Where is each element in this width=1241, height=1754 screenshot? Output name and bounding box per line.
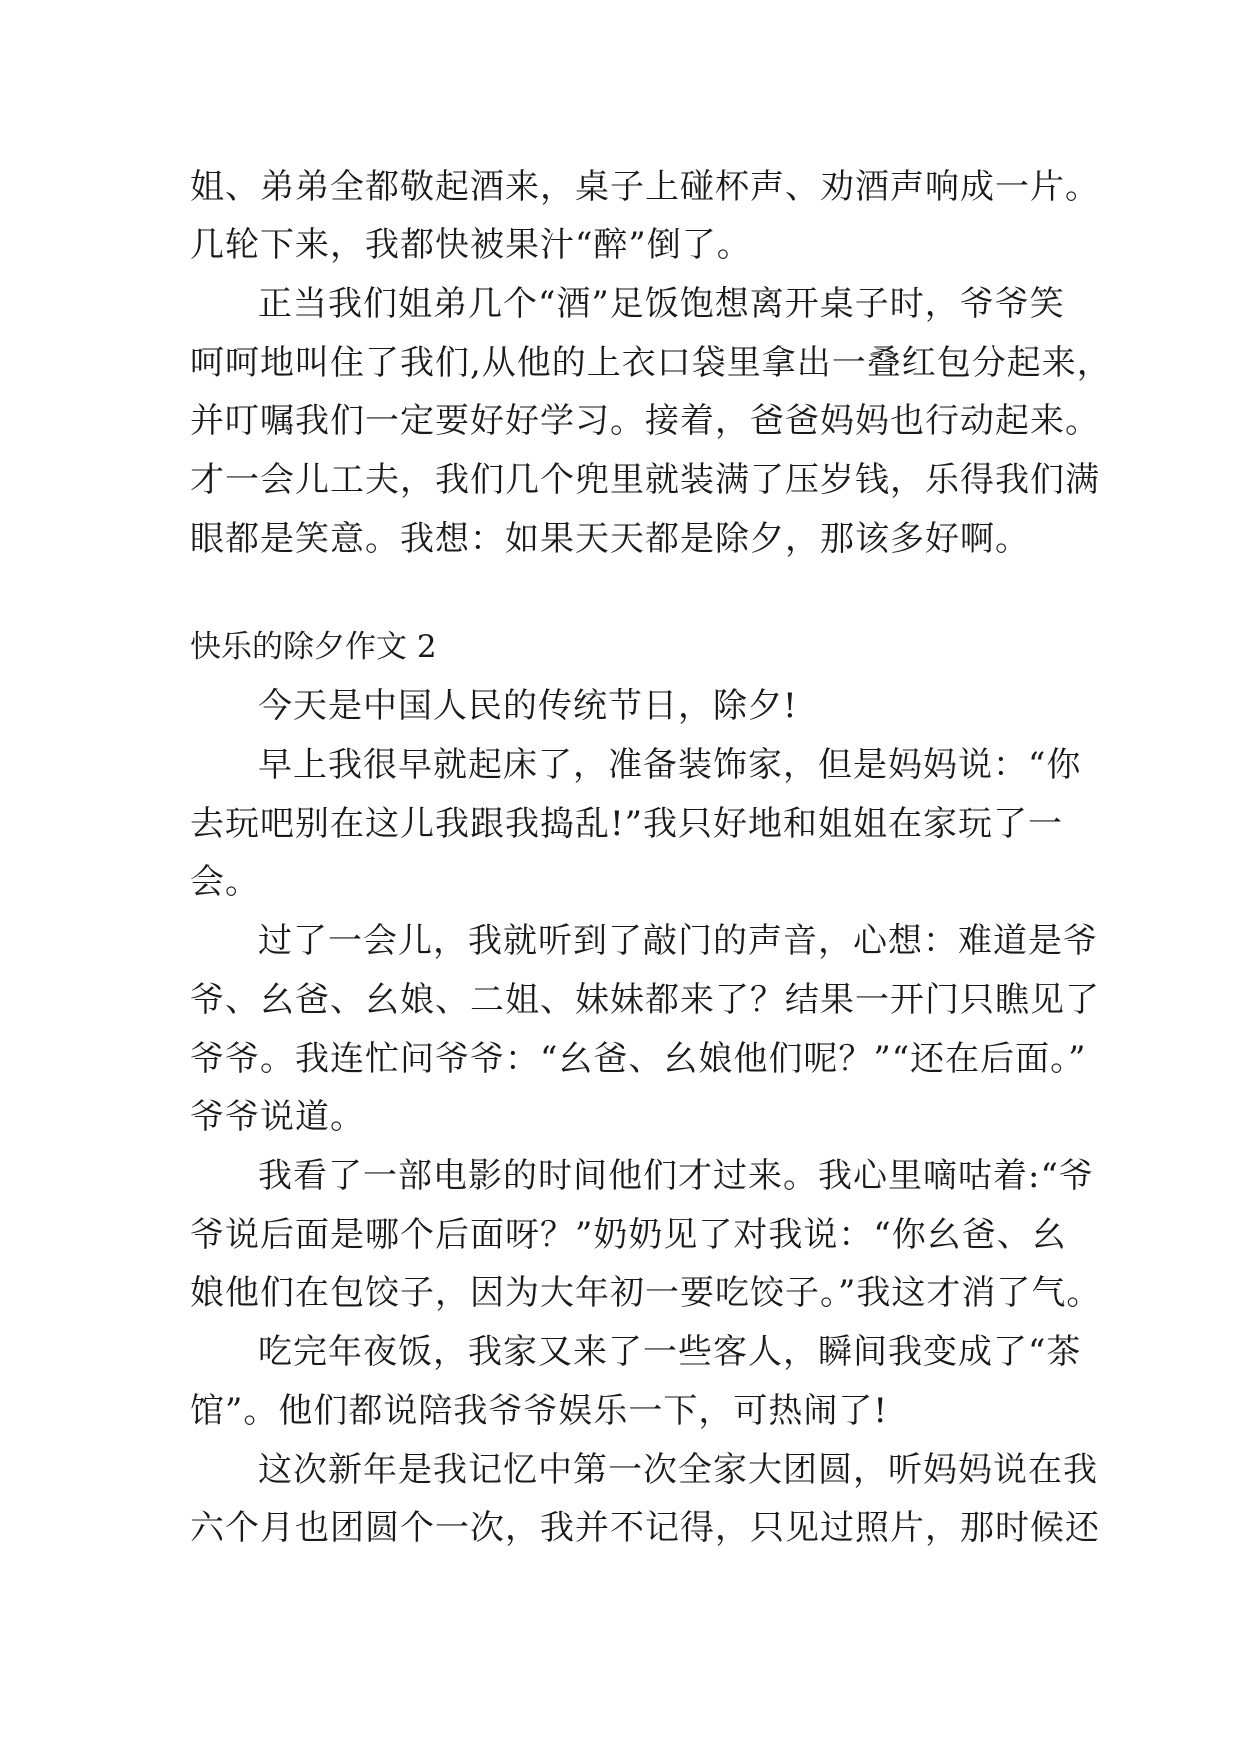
- paragraph-line: 几轮下来，我都快被果汁“醉”倒了。: [190, 225, 752, 265]
- paragraph-line: 爷说后面是哪个后面呀？”奶奶见了对我说：“你幺爸、幺: [190, 1215, 1067, 1255]
- paragraph-line: 吃完年夜饭，我家又来了一些客人，瞬间我变成了“茶: [258, 1332, 1082, 1372]
- paragraph-line: 呵呵地叫住了我们,从他的上衣口袋里拿出一叠红包分起来，: [190, 343, 1112, 383]
- section-title: 快乐的除夕作文 2: [190, 629, 437, 665]
- paragraph-line: 正当我们姐弟几个“酒”足饭饱想离开桌子时，爷爷笑: [258, 284, 1065, 324]
- paragraph-line: 娘他们在包饺子，因为大年初一要吃饺子。”我这才消了气。: [190, 1273, 1102, 1313]
- paragraph-line: 眼都是笑意。我想：如果天天都是除夕，那该多好啊。: [190, 519, 1030, 559]
- paragraph-line: 过了一会儿，我就听到了敲门的声音，心想：难道是爷: [258, 921, 1098, 961]
- paragraph-line: 我看了一部电影的时间他们才过来。我心里嘀咕着:“爷: [258, 1156, 1094, 1196]
- paragraph-line: 会。: [190, 862, 260, 902]
- paragraph-line: 并叮嘱我们一定要好好学习。接着，爸爸妈妈也行动起来。: [190, 401, 1100, 441]
- paragraph-line: 才一会儿工夫，我们几个兜里就装满了压岁钱，乐得我们满: [190, 460, 1100, 500]
- paragraph-line: 去玩吧别在这儿我跟我捣乱!”我只好地和姐姐在家玩了一: [190, 804, 1064, 844]
- paragraph-line: 馆”。他们都说陪我爷爷娱乐一下，可热闹了!: [190, 1391, 889, 1431]
- paragraph-line: 这次新年是我记忆中第一次全家大团圆，听妈妈说在我: [258, 1450, 1098, 1490]
- paragraph-line: 姐、弟弟全都敬起酒来，桌子上碰杯声、劝酒声响成一片。: [190, 167, 1100, 207]
- paragraph-line: 爷爷说道。: [190, 1097, 365, 1137]
- paragraph-line: 爷、幺爸、幺娘、二姐、妹妹都来了？结果一开门只瞧见了: [190, 980, 1100, 1020]
- paragraph-line: 早上我很早就起床了，准备装饰家，但是妈妈说：“你: [258, 745, 1082, 785]
- paragraph-line: 六个月也团圆个一次，我并不记得，只见过照片，那时候还: [190, 1508, 1100, 1548]
- paragraph-line: 今天是中国人民的传统节日，除夕!: [258, 686, 798, 726]
- paragraph-line: 爷爷。我连忙问爷爷：“幺爸、幺娘他们呢？”“还在后面。”: [190, 1039, 1087, 1079]
